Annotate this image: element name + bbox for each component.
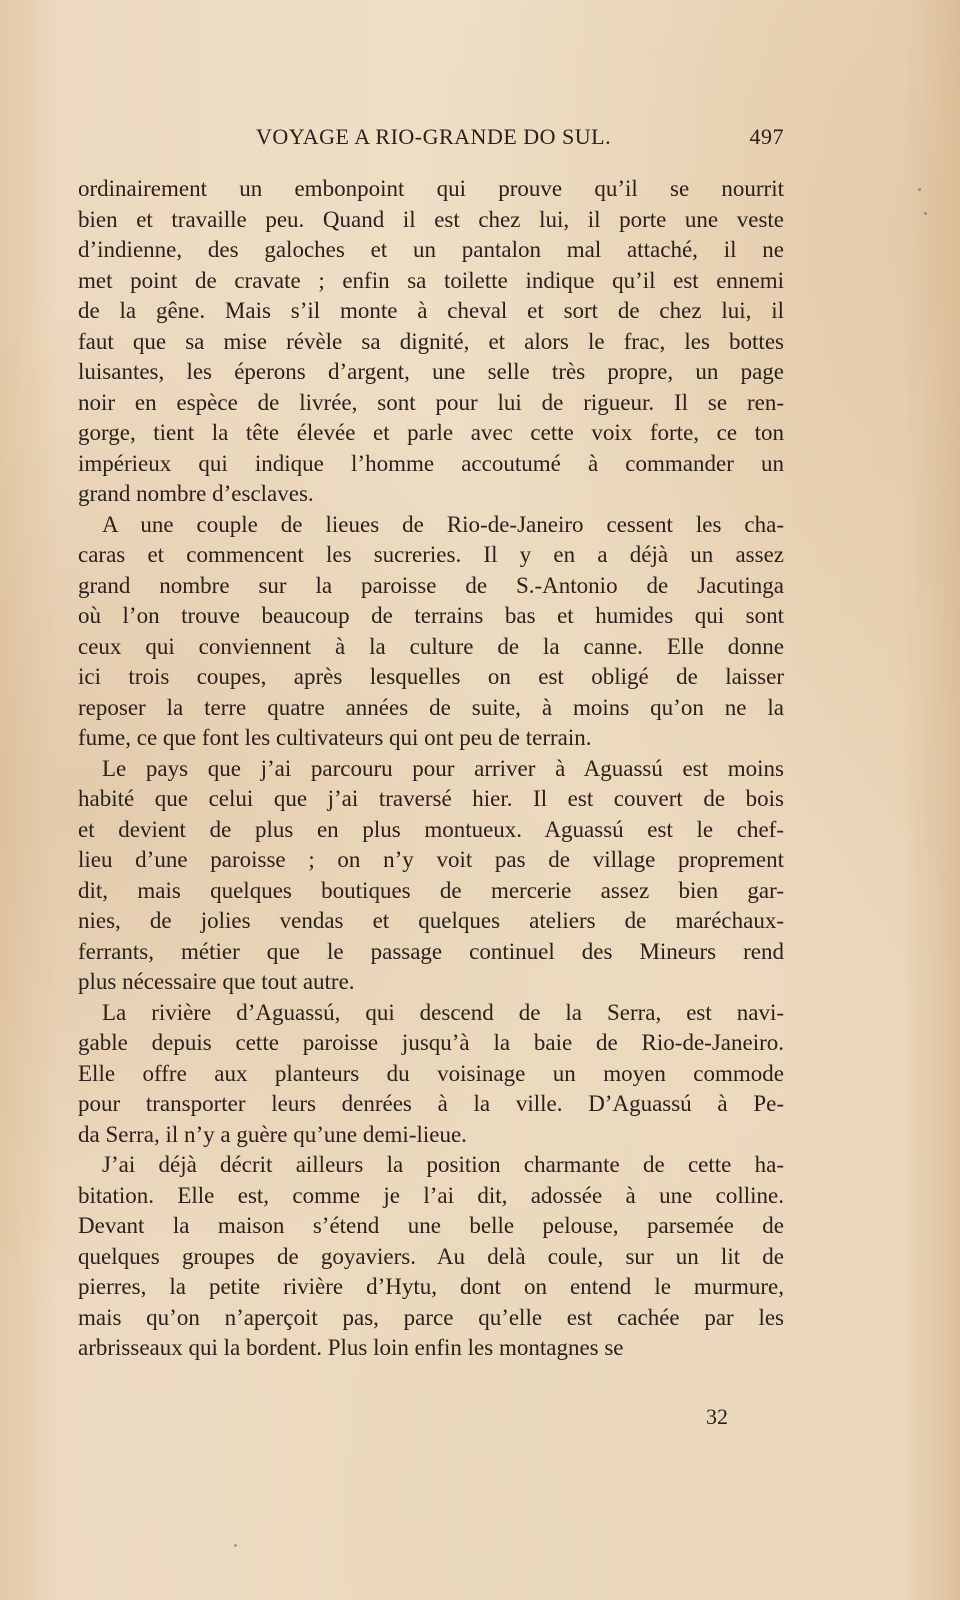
paper-speck [924,212,927,215]
text-line: pierres, la petite rivière d’Hytu, dont on entend le murmure, [78,1274,784,1299]
text-line: d’indienne, des galoches et un pantalon mal attaché, il ne [78,237,784,262]
text-line: plus nécessaire que tout autre. [78,969,355,994]
paragraph [78,998,784,1151]
text-line: mais qu’on n’aperçoit pas, parce qu’elle est cachée par les [78,1304,784,1330]
paragraph [78,510,784,754]
text-line: grand nombre sur la paroisse de S.-Antonio de Jacutinga [78,572,784,598]
text-line: arbrisseaux qui la bordent. Plus loin enfin les montagnes se [78,1335,624,1360]
text-line: J’ai déjà décrit ailleurs la position charmante de cette ha- [102,1152,784,1177]
text-line: et devient de plus en plus montueux. Aguassú est le chef- [78,816,784,842]
text-line: nies, de jolies vendas et quelques ateliers de maréchaux- [78,908,784,933]
text-line: A une couple de lieues de Rio-de-Janeiro cessent les cha- [102,511,784,537]
paragraph [78,174,784,510]
text-line: grand nombre d’esclaves. [78,481,314,506]
page-number: 497 [749,124,784,149]
text-line: gable depuis cette paroisse jusqu’à la baie de Rio-de-Janeiro. [78,1030,784,1055]
text-line: impérieux qui indique l’homme accoutumé à commander un [78,450,784,476]
text-line: Devant la maison s’étend une belle pelouse, parsemée de [78,1213,784,1238]
text-line: bien et travaille peu. Quand il est chez lui, il porte une veste [78,206,784,232]
text-line: de la gêne. Mais s’il monte à cheval et sort de chez lui, il [78,298,784,323]
text-line: luisantes, les éperons d’argent, une selle très propre, un page [78,359,784,384]
body-text [78,174,784,1364]
text-line: gorge, tient la tête élevée et parle avec cette voix forte, ce ton [78,420,784,445]
text-line: caras et commencent les sucreries. Il y en a déjà un assez [78,542,784,567]
text-line: noir en espèce de livrée, sont pour lui de rigueur. Il se ren- [78,389,784,415]
text-line: reposer la terre quatre années de suite, à moins qu’on ne la [78,694,784,720]
running-title: VOYAGE A RIO-GRANDE DO SUL. [256,124,612,149]
paper-speck [234,1544,237,1547]
text-line: fume, ce que font les cultivateurs qui ont peu de terrain. [78,725,592,750]
text-line: habité que celui que j’ai traversé hier. Il est couvert de bois [78,786,784,811]
text-line: Le pays que j’ai parcouru pour arriver à Aguassú est moins [102,755,784,781]
paper-speck [918,188,921,191]
text-line: met point de cravate ; enfin sa toilette indique qu’il est ennemi [78,267,784,293]
text-line: dit, mais quelques boutiques de mercerie assez bien gar- [78,877,784,903]
text-line: ici trois coupes, après lesquelles on est obligé de laisser [78,664,784,689]
signature-mark: 32 [706,1404,728,1429]
paragraph [78,754,784,998]
paragraph [78,1150,784,1364]
text-line: bitation. Elle est, comme je l’ai dit, adossée à une colline. [78,1182,784,1208]
running-head [78,124,784,154]
text-line: où l’on trouve beaucoup de terrains bas et humides qui sont [78,603,784,628]
text-line: da Serra, il n’y a guère qu’une demi-lieue. [78,1121,467,1147]
text-line: lieu d’une paroisse ; on n’y voit pas de village proprement [78,847,784,872]
text-line: Elle offre aux planteurs du voisinage un moyen commode [78,1060,784,1086]
text-line: ordinairement un embonpoint qui prouve qu’il se nourrit [78,176,784,201]
text-line: quelques groupes de goyaviers. Au delà coule, sur un lit de [78,1243,784,1269]
text-line: pour transporter leurs denrées à la ville. D’Aguassú à Pe- [78,1091,784,1116]
text-line: faut que sa mise révèle sa dignité, et alors le frac, les bottes [78,328,784,354]
text-line: ceux qui conviennent à la culture de la canne. Elle donne [78,633,784,659]
text-line: ferrants, métier que le passage continuel des Mineurs rend [78,938,784,964]
text-line: La rivière d’Aguassú, qui descend de la Serra, est navi- [102,999,784,1025]
